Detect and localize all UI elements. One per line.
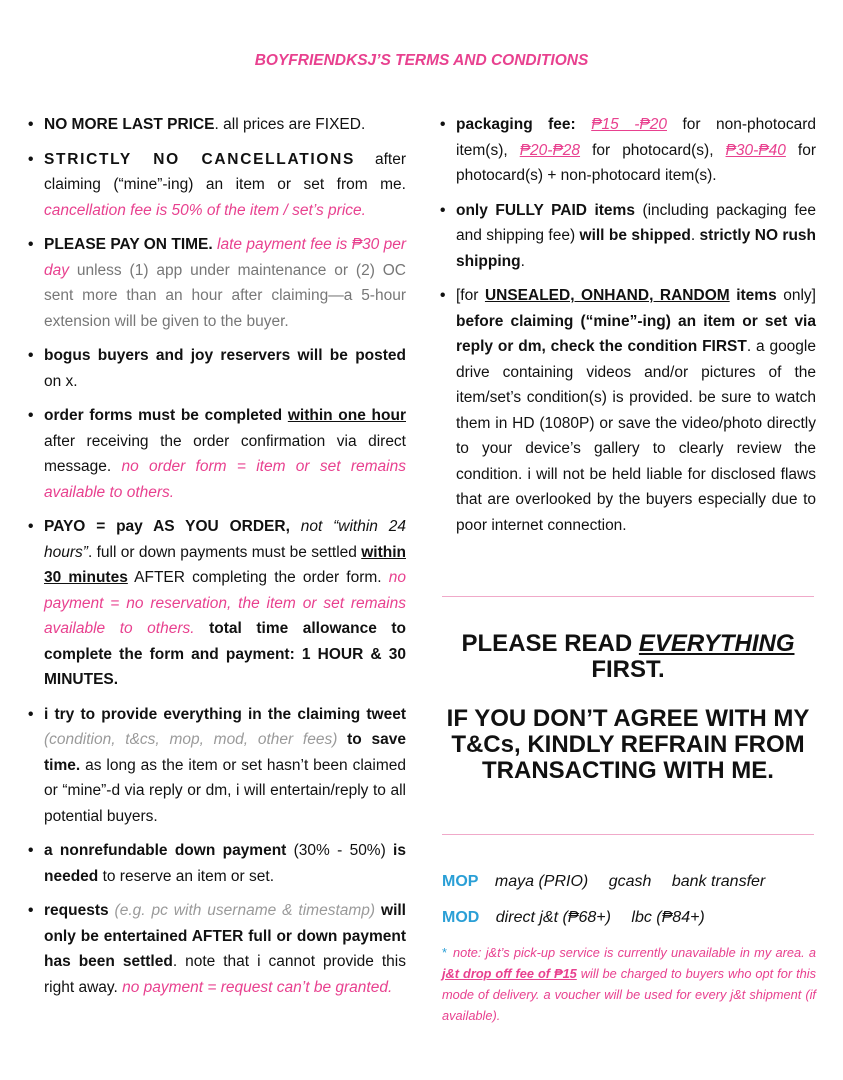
mop-option: gcash xyxy=(608,873,652,890)
term-fully-paid: • only FULLY PAID items (including packaging fee and shipping fee) will be shipped. strictly NO rush shipping. xyxy=(440,198,816,275)
term-payo: • PAYO = pay AS YOU ORDER, not “within 24 hours”. full or down payments must be settled within 30 minutes AFTER completing the order form. no payment = no reservation, the item or set remains available to others. total time allowance to complete the form and payment: 1 HOUR & 30 MINUTES. xyxy=(28,514,406,693)
shipping-note: * note: j&t’s pick-up service is currently unavailable in my area. a j&t drop off fee of ₱15 will be charged to buyers who opt for this mode of delivery. a voucher will be used for every j&t shipment (if available). xyxy=(442,945,817,1023)
term-bogus-buyers: • bogus buyers and joy reservers will be posted on x. xyxy=(28,343,406,394)
terms-right-column xyxy=(440,112,816,547)
mod-row xyxy=(442,909,721,927)
mop-row xyxy=(442,873,781,891)
term-claiming-tweet: • i try to provide everything in the claiming tweet (condition, t&cs, mop, mod, other fees) to save time. as long as the item or set hasn’t been claimed or “mine”-d via reply or dm, i will entertain/reply to all potential buyers. xyxy=(28,702,406,830)
divider-top xyxy=(442,596,814,597)
mop-option: maya (PRIO) xyxy=(494,873,589,890)
term-last-price: • NO MORE LAST PRICE. all prices are FIXED. xyxy=(28,112,406,138)
mop-label: MOP xyxy=(442,873,479,890)
mod-label: MOD xyxy=(442,909,480,926)
term-order-forms: • order forms must be completed within one hour after receiving the order confirmation via direct message. no order form = item or set remains available to others. xyxy=(28,403,406,505)
term-requests: • requests (e.g. pc with username & timestamp) will only be entertained AFTER full or down payment has been settled. note that i cannot provide this right away. no payment = request can’t be granted. xyxy=(28,898,406,1000)
page-title: BOYFRIENDKSJ’S TERMS AND CONDITIONS xyxy=(254,52,589,69)
term-packaging-fee: • packaging fee: ₱15 -₱20 for non-photocard item(s), ₱20-₱28 for photocard(s), ₱30-₱40 for photocard(s) + non-photocard item(s). xyxy=(440,112,816,189)
term-unsealed-items: • [for UNSEALED, ONHAND, RANDOM items only] before claiming (“mine”-ing) an item or set via reply or dm, check the condition FIRST. a google drive containing videos and/or pictures of the item/set’s condition(s) is provided. be sure to watch them in HD (1080P) or save the video/photo directly to your device’s gallery to clearly review the condition. i will not be held liable for disclosed flaws that are overlooked by the buyers especially due to poor internet connection. xyxy=(440,283,816,538)
read-everything-notice: PLEASE READ EVERYTHING FIRST. xyxy=(461,630,795,683)
term-pay-on-time: • PLEASE PAY ON TIME. late payment fee is ₱30 per day unless (1) app under maintenance or (2) OC sent more than an hour after claiming—a 5-hour extension will be given to the buyer. xyxy=(28,232,406,334)
term-no-cancellations: • STRICTLY NO CANCELLATIONS after claiming (“mine”-ing) an item or set from me. cancellation fee is 50% of the item / set’s price. xyxy=(28,147,406,224)
term-down-payment: • a nonrefundable down payment (30% - 50%) is needed to reserve an item or set. xyxy=(28,838,406,889)
mod-option: direct j&t (₱68+) xyxy=(495,909,611,926)
terms-left-column xyxy=(28,112,406,1009)
mop-option: bank transfer xyxy=(671,873,766,890)
divider-bottom xyxy=(442,834,814,835)
mod-option: lbc (₱84+) xyxy=(631,909,705,926)
agreement-notice: IF YOU DON’T AGREE WITH MY T&Cs, KINDLY REFRAIN FROM TRANSACTING WITH ME. xyxy=(446,705,810,784)
